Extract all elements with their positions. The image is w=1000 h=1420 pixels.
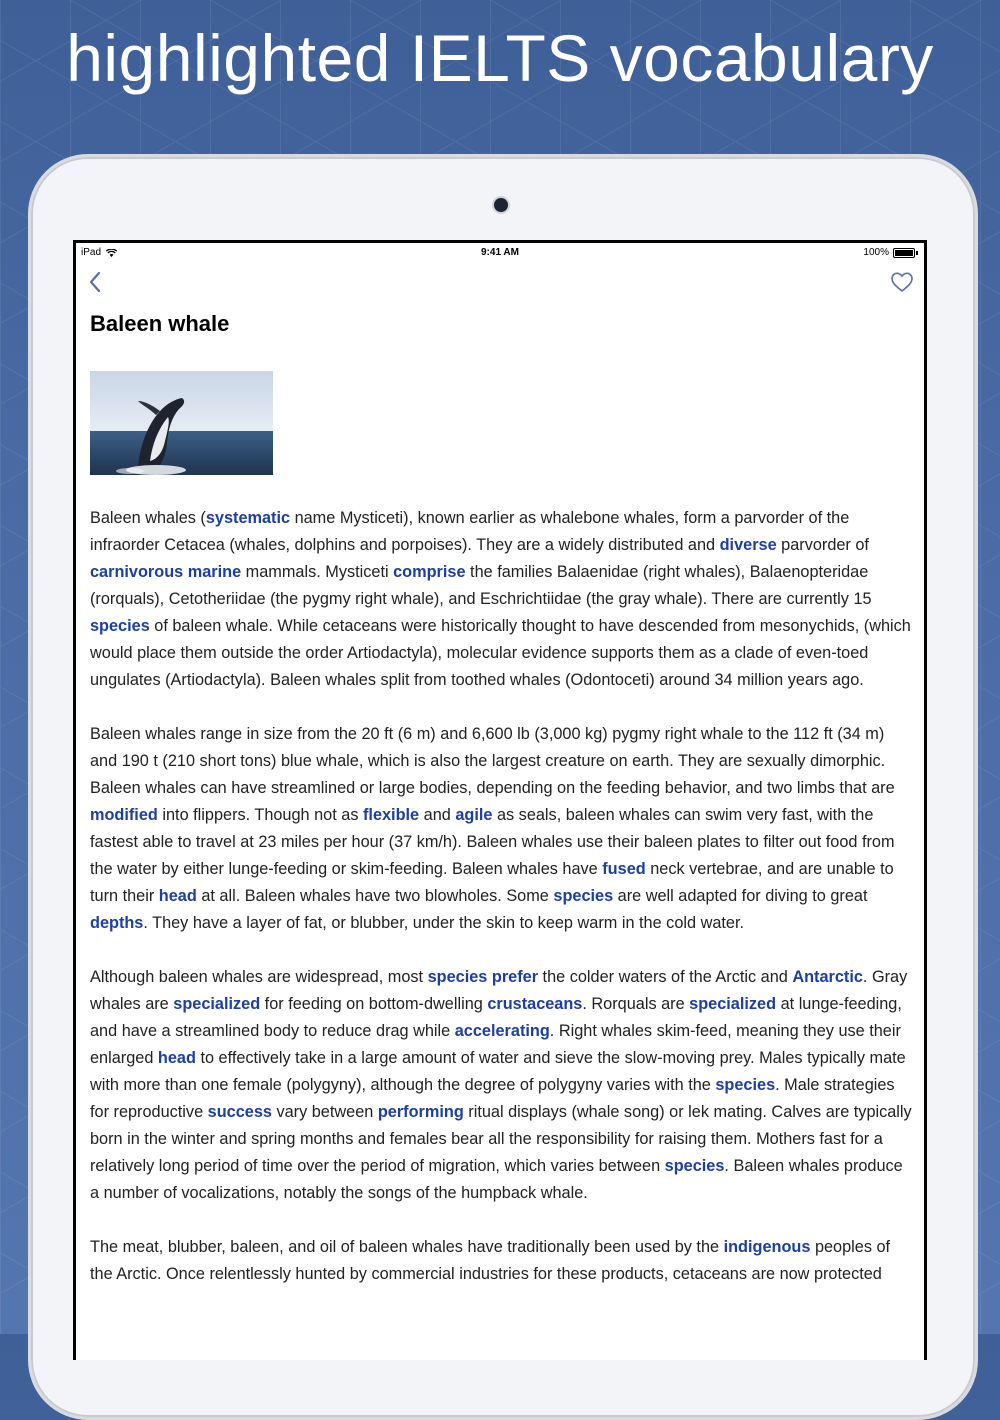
article-body xyxy=(90,505,912,1315)
vocabulary-word[interactable]: agile xyxy=(455,806,493,824)
vocabulary-word[interactable]: species xyxy=(90,617,150,635)
paragraph-text: into flippers. Though not as xyxy=(157,806,363,824)
status-bar xyxy=(76,243,924,261)
battery-icon xyxy=(893,248,915,258)
paragraph-text: . Right whales skim-feed, meaning they use their enlarged xyxy=(90,1022,901,1067)
nav-bar xyxy=(76,265,924,299)
paragraph-text: Although baleen whales are widespread, most xyxy=(90,968,428,986)
vocabulary-word[interactable]: specialized xyxy=(173,995,261,1013)
ipad-screen xyxy=(73,240,927,1360)
paragraph-text: The meat, blubber, baleen, and oil of baleen whales have traditionally been used by the xyxy=(90,1238,724,1256)
paragraph-text: for feeding on bottom-dwelling xyxy=(260,995,488,1013)
paragraph-text: at all. Baleen whales have two blowholes. Some xyxy=(196,887,554,905)
app-view xyxy=(76,243,924,1360)
article-paragraph xyxy=(90,964,912,1207)
favorite-button[interactable] xyxy=(890,271,914,293)
article-title: Baleen whale xyxy=(90,311,230,336)
vocabulary-word[interactable]: indigenous xyxy=(723,1238,811,1256)
paragraph-text: parvorder of xyxy=(776,536,869,554)
paragraph-text: peoples of the Arctic. Once relentlessly hunted by commercial industries for these products, cetaceans are now protected xyxy=(90,1238,891,1283)
paragraph-text: to effectively take in a large amount of water and sieve the slow-moving prey. Males typically mate with more than one female (polygyny), although the degree of polygyny varies with the xyxy=(90,1049,906,1094)
vocabulary-word[interactable]: carnivorous xyxy=(90,563,184,581)
vocabulary-word[interactable]: systematic xyxy=(205,509,291,527)
article-paragraph xyxy=(90,505,912,694)
vocabulary-word[interactable]: head xyxy=(157,1049,196,1067)
vocabulary-word[interactable]: crustaceans xyxy=(487,995,583,1013)
paragraph-text: name Mysticeti), known earlier as whalebone whales, form a parvorder of the infraorder Cetacea (whales, dolphins and porpoises). They are a widely distributed and xyxy=(90,509,850,554)
vocabulary-word[interactable]: modified xyxy=(90,806,158,824)
paragraph-text: . They have a layer of fat, or blubber, under the skin to keep warm in the cold water. xyxy=(143,914,745,932)
vocabulary-word[interactable]: species xyxy=(427,968,488,986)
article-paragraph xyxy=(90,1234,912,1288)
vocabulary-word[interactable]: species xyxy=(553,887,614,905)
paragraph-text: . Rorquals are xyxy=(582,995,690,1013)
paragraph-text: . Baleen whales produce a number of vocalizations, notably the songs of the humpback whale. xyxy=(90,1157,903,1202)
paragraph-text: the families Balaenidae (right whales), Balaenopteridae (rorquals), Cetotheriidae (the pygmy right whale), and Eschrichtiidae (the gray whale). There are currently 15 xyxy=(90,563,872,608)
vocabulary-word[interactable]: fused xyxy=(602,860,646,878)
device-label: iPad xyxy=(81,247,102,258)
front-camera xyxy=(494,198,508,212)
battery-percent: 100% xyxy=(863,247,889,258)
paragraph-text: Baleen whales ( xyxy=(90,509,206,527)
paragraph-text: . Male strategies for reproductive xyxy=(90,1076,895,1121)
article-paragraph xyxy=(90,721,912,937)
paragraph-text: as seals, baleen whales can swim very fast, with the fastest able to travel at 23 miles per hour (37 km/h). Baleen whales use their baleen plates to filter out food from the water by either lunge-feeding or skim-feeding. Baleen whales have xyxy=(90,806,895,878)
chevron-left-icon xyxy=(84,269,108,295)
vocabulary-word[interactable]: success xyxy=(207,1103,272,1121)
paragraph-text: ritual displays (whale song) or lek mating. Calves are typically born in the winter and spring months and females bear all the responsibility for raising them. Mothers fast for a relatively long period of time over the period of migration, which varies between xyxy=(90,1103,912,1175)
paragraph-text: and xyxy=(419,806,456,824)
paragraph-text: neck vertebrae, and are unable to turn their xyxy=(90,860,894,905)
vocabulary-word[interactable]: prefer xyxy=(491,968,539,986)
vocabulary-word[interactable]: performing xyxy=(377,1103,464,1121)
paragraph-text: are well adapted for diving to great xyxy=(613,887,868,905)
vocabulary-word[interactable]: species xyxy=(664,1157,725,1175)
paragraph-text: mammals. Mysticeti xyxy=(241,563,394,581)
paragraph-text: at lunge-feeding, and have a streamlined body to reduce drag while xyxy=(90,995,902,1040)
promo-headline: highlighted IELTS vocabulary xyxy=(66,21,934,95)
vocabulary-word[interactable]: head xyxy=(158,887,197,905)
status-time: 9:41 AM xyxy=(481,247,519,258)
vocabulary-word[interactable]: comprise xyxy=(393,563,466,581)
back-button[interactable] xyxy=(84,269,108,295)
paragraph-text: . Gray whales are xyxy=(90,968,908,1013)
vocabulary-word[interactable]: specialized xyxy=(689,995,777,1013)
whale-photo xyxy=(90,371,273,475)
vocabulary-word[interactable]: flexible xyxy=(363,806,420,824)
paragraph-text: the colder waters of the Arctic and xyxy=(538,968,793,986)
vocabulary-word[interactable]: depths xyxy=(90,914,144,932)
paragraph-text: Baleen whales range in size from the 20 ft (6 m) and 6,600 lb (3,000 kg) pygmy right whale to the 112 ft (34 m) and 190 t (210 short tons) blue whale, which is also the largest creature on earth. They are sexually dimorphic. Baleen whales can have streamlined or large bodies, depending on the feeding behavior, and two limbs that are xyxy=(90,725,895,797)
vocabulary-word[interactable]: species xyxy=(715,1076,776,1094)
paragraph-text: of baleen whale. While cetaceans were historically thought to have descended from mesonychids, (which would place them outside the order Artiodactyla), molecular evidence supports them as a clade of even-toed ungulates (Artiodactyla). Baleen whales split from toothed whales (Odontoceti) around 34 million years ago. xyxy=(90,617,911,689)
vocabulary-word[interactable]: Antarctic xyxy=(792,968,863,986)
paragraph-text: vary between xyxy=(271,1103,378,1121)
heart-outline-icon xyxy=(890,271,914,293)
vocabulary-word[interactable]: marine xyxy=(187,563,242,581)
vocabulary-word[interactable]: diverse xyxy=(719,536,777,554)
vocabulary-word[interactable]: accelerating xyxy=(454,1022,550,1040)
